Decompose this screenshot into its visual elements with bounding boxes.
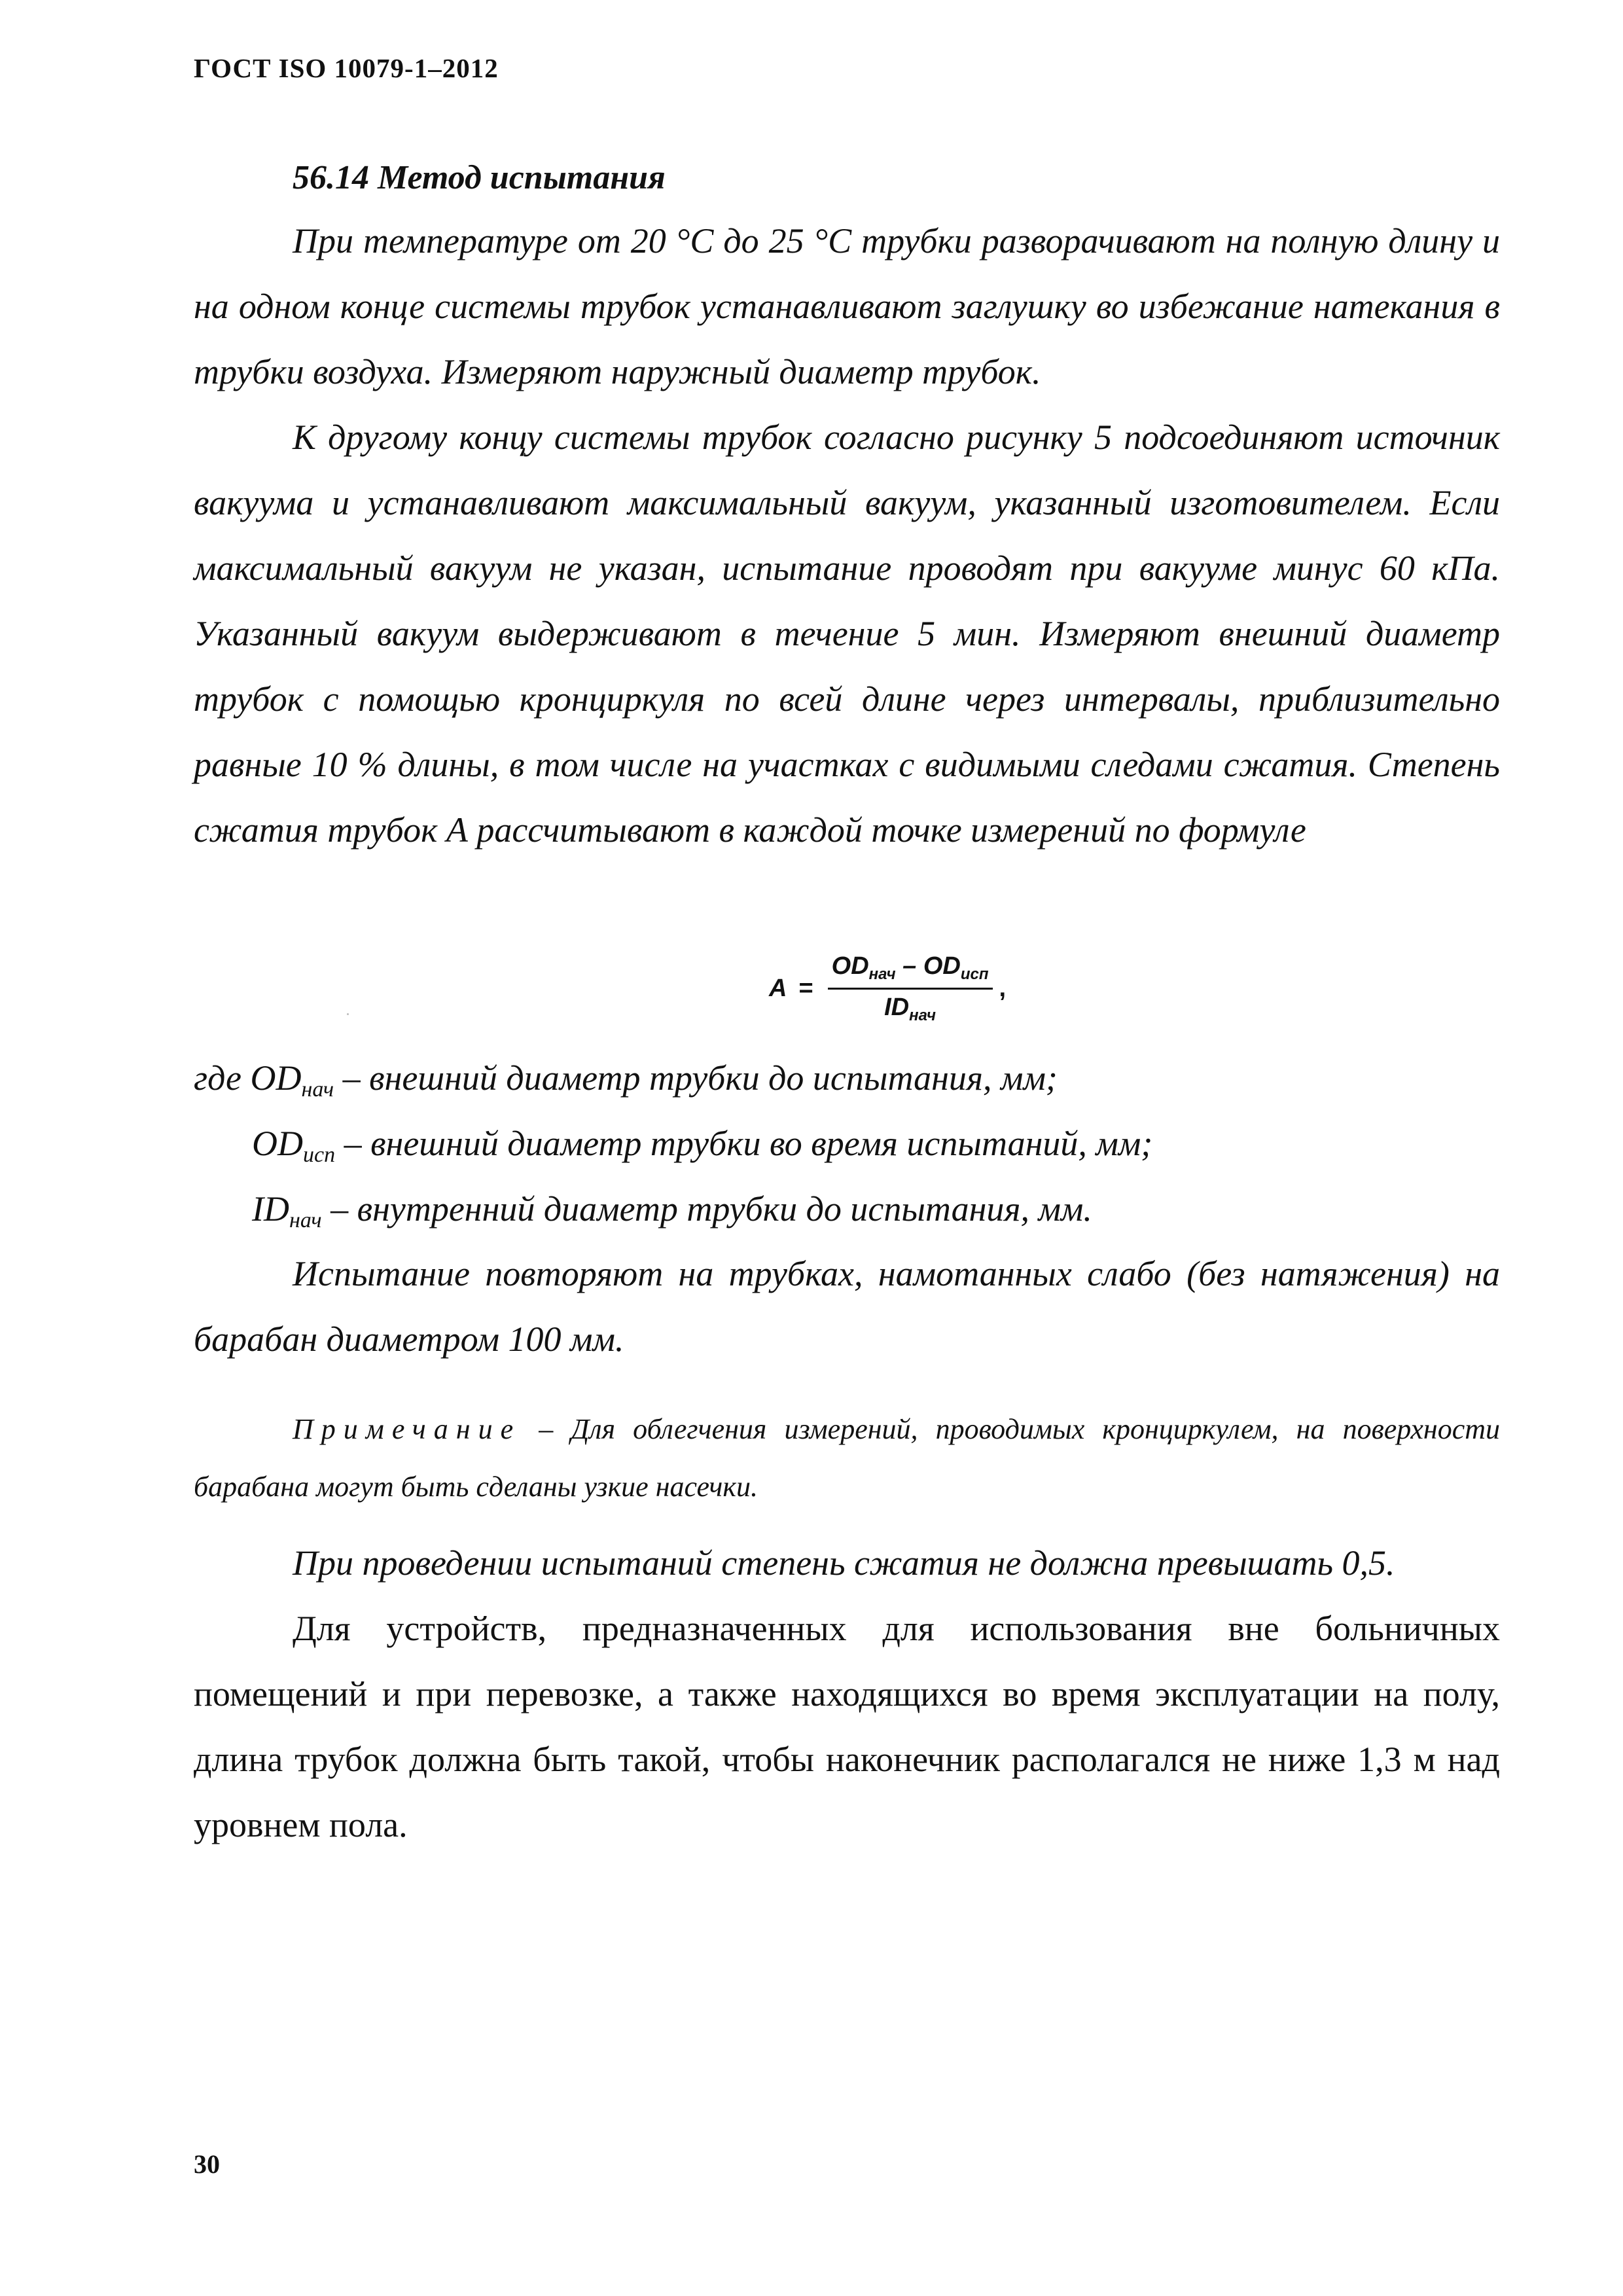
paragraph-compression-limit: При проведении испытаний степень сжатия не должна превышать 0,5.	[293, 1543, 1395, 1583]
document-header: ГОСТ ISO 10079-1–2012	[194, 53, 499, 83]
compression-formula	[769, 946, 1006, 1031]
scan-speck	[347, 1013, 349, 1015]
paragraph-repeat-test: Испытание повторяют на трубках, намотанных слабо (без натяжения) на барабан диаметром 100 мм.	[194, 1254, 1500, 1359]
note-block: Примечание – Для облегчения измерений, проводимых кронциркулем, на поверхности барабана могут быть сделаны узкие насечки.	[194, 1413, 1500, 1503]
paragraph-tube-length: Для устройств, предназначенных для использования вне больничных помещений и при перевозке, а также находящихся во время эксплуатации на полу, длина трубок должна быть такой, чтобы наконечник располагался не ниже 1,3 м над уровнем пола.	[194, 1609, 1500, 1844]
note-text: Для облегчения измерений, проводимых кронциркулем, на поверхности барабана могут быть сделаны узкие насечки.	[194, 1413, 1500, 1503]
formula-comma: ,	[999, 974, 1007, 1002]
formula-equals: =	[798, 974, 813, 1002]
paragraph-test-procedure: К другому концу системы трубок согласно рисунку 5 подсоединяют источник вакуума и устанавливают максимальный вакуум, указанный изготовителем. Если максимальный вакуум не указан, испытание проводят при вакууме минус 60 кПа. Указанный вакуум выдерживают в течение 5 мин. Измеряют внешний диаметр трубок с помощью кронциркуля по всей длине через интервалы, приблизительно равные 10 % длины, в том числе на участках с видимыми следами сжатия. Степень сжатия трубок А рассчитывают в каждой точке измерений по формуле	[194, 418, 1500, 850]
formula-fraction	[828, 952, 993, 1025]
where-definition-od-initial: где $OD_{нач}$ – внешний диаметр трубки до испытания, мм;	[194, 1058, 1058, 1102]
note-label: Примечание	[293, 1413, 522, 1445]
formula-numerator: $OD_{нач} - OD_{исп}$	[828, 952, 993, 990]
page-number: 30	[194, 2149, 220, 2179]
where-definition-od-test: $OD_{исп}$ – внешний диаметр трубки во время испытаний, мм;	[252, 1124, 1153, 1167]
formula-lhs: A	[769, 974, 787, 1002]
section-heading: 56.14 Метод испытания	[293, 159, 666, 196]
where-definition-id-initial: $ID_{нач}$ – внутренний диаметр трубки до испытания, мм.	[252, 1189, 1092, 1232]
formula-denominator: $ID_{нач}$	[884, 993, 936, 1024]
paragraph-test-setup: При температуре от 20 °С до 25 °С трубки разворачивают на полную длину и на одном конце системы трубок устанавливают заглушку во избежание натекания в трубки воздуха. Измеряют наружный диаметр трубок.	[194, 221, 1500, 391]
